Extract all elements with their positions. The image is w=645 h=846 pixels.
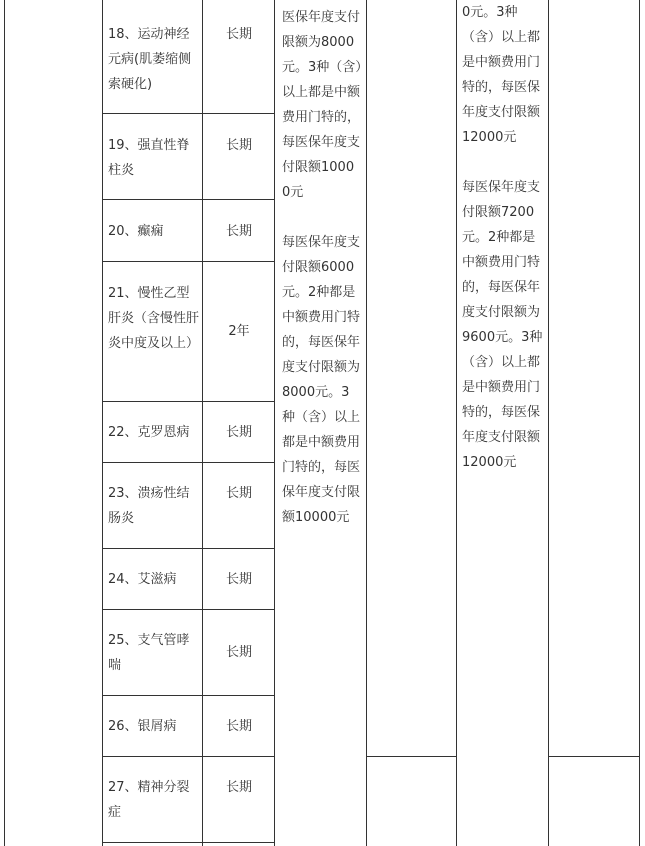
- treatment-duration: 长期: [225, 572, 252, 587]
- treatment-duration: 长期: [225, 138, 252, 153]
- treatment-duration: 长期: [225, 425, 252, 440]
- treatment-duration: 长期: [225, 27, 252, 42]
- table-col-divider: [102, 0, 103, 846]
- payment-limit-cell: [282, 5, 362, 530]
- disease-name: 25、支气管哮喘: [108, 633, 190, 673]
- table-col-divider: [456, 0, 457, 846]
- payment-limit-text: 0元。3种（含）以上都是中额费用门特的，每医保年度支付限额12000元: [462, 5, 541, 145]
- treatment-duration: 长期: [225, 645, 252, 660]
- disease-name: 26、银屑病: [108, 719, 177, 734]
- row-divider: [102, 756, 274, 757]
- row-divider: [102, 842, 274, 843]
- disease-name: 19、强直性脊柱炎: [108, 138, 190, 178]
- table-col-divider: [548, 0, 549, 846]
- row-divider: [102, 199, 274, 200]
- payment-limit-text: 每医保年度支付限额7200元。2种都是中额费用门特的，每医保年度支付限额为9600元。3种（含）以上都是中额费用门特的，每医保年度支付限额12000元: [462, 180, 543, 470]
- row-divider: [102, 113, 274, 114]
- treatment-duration: 长期: [225, 486, 252, 501]
- disease-name: 27、精神分裂症: [108, 780, 190, 820]
- table-border-left: [4, 0, 5, 846]
- table-col-divider: [202, 0, 203, 846]
- payment-limit-cell: [462, 0, 544, 475]
- row-divider: [102, 462, 274, 463]
- row-divider: [102, 261, 274, 262]
- table-col-divider: [274, 0, 275, 846]
- disease-name: 21、慢性乙型肝炎（含慢性肝炎中度及以上）: [108, 286, 200, 351]
- row-divider: [102, 695, 274, 696]
- disease-name: 20、癫痫: [108, 224, 164, 239]
- payment-limit-text: 医保年度支付限额为8000元。3种（含）以上都是中额费用门特的，每医保年度支付限额10000元: [282, 10, 362, 200]
- disease-name: 24、艾滋病: [108, 572, 177, 587]
- treatment-duration: 长期: [225, 780, 252, 795]
- treatment-duration: 长期: [225, 224, 252, 239]
- row-divider: [102, 548, 274, 549]
- row-divider: [102, 609, 274, 610]
- row-divider: [366, 756, 456, 757]
- table-border-right: [639, 0, 640, 846]
- disease-name: 22、克罗恩病: [108, 425, 190, 440]
- row-divider: [102, 401, 274, 402]
- disease-name: 23、溃疡性结肠炎: [108, 486, 190, 526]
- table-col-divider: [366, 0, 367, 846]
- row-divider: [548, 756, 639, 757]
- treatment-duration: 长期: [225, 719, 252, 734]
- payment-limit-text: 每医保年度支付限额6000元。2种都是中额费用门特的，每医保年度支付限额为8000元。3种（含）以上都是中额费用门特的，每医保年度支付限额10000元: [282, 235, 361, 525]
- disease-name: 18、运动神经元病(肌萎缩侧索硬化): [108, 27, 192, 92]
- treatment-duration: 2年: [228, 324, 250, 339]
